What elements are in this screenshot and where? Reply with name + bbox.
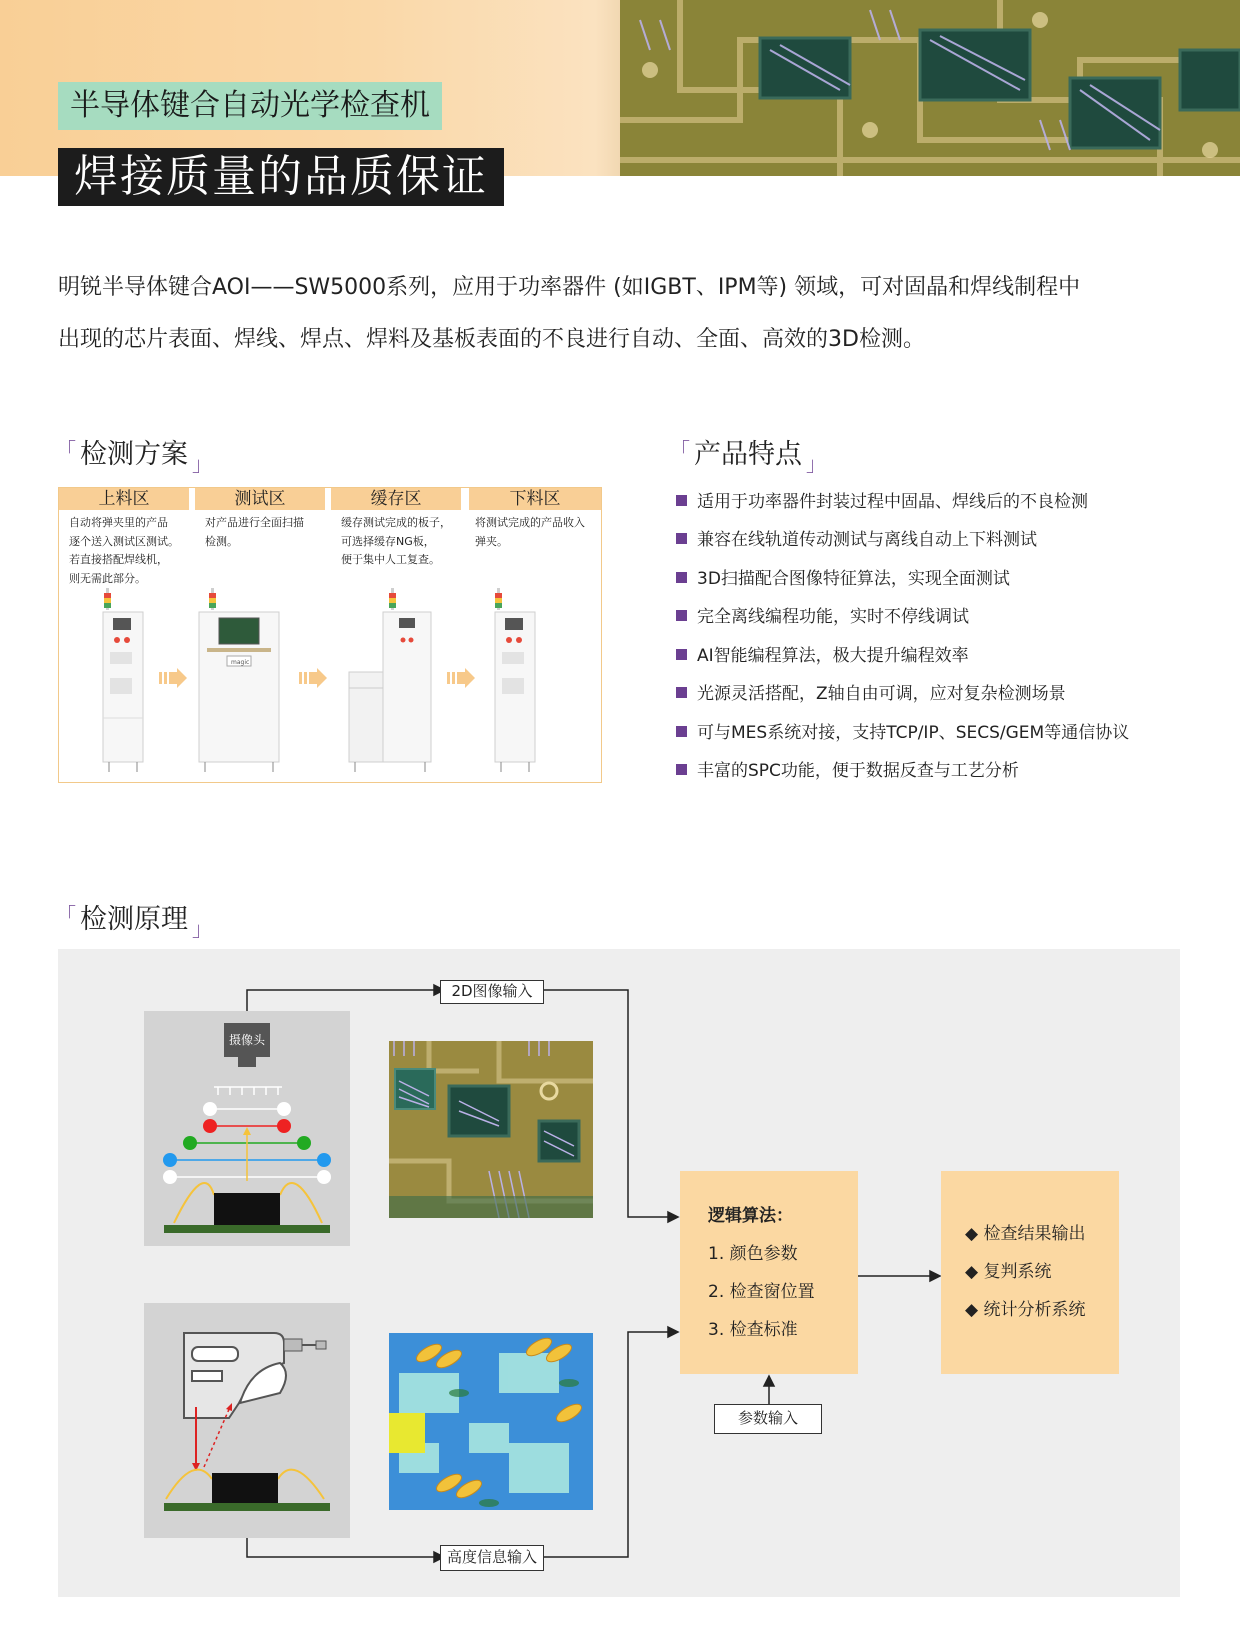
intro-line-1: 明锐半导体键合AOI——SW5000系列，应用于功率器件 (如IGBT、IPM等) 领域，可对固晶和焊线制程中 bbox=[58, 275, 1081, 300]
bracket-open: 「 bbox=[56, 438, 76, 462]
stage-header-buffer: 缓存区 bbox=[331, 488, 461, 510]
camera-diagram bbox=[144, 1011, 350, 1246]
input-height-label: 高度信息输入 bbox=[440, 1545, 544, 1571]
algorithm-title: 逻辑算法： bbox=[708, 1206, 793, 1226]
algorithm-item: 3. 检查标准 bbox=[708, 1320, 798, 1340]
bracket-close: 」 bbox=[192, 917, 212, 941]
camera-label: 摄像头 bbox=[224, 1023, 270, 1057]
feature-item: 3D扫描配合图像特征算法，实现全面测试 bbox=[676, 564, 1010, 589]
feature-item: 丰富的SPC功能，便于数据反查与工艺分析 bbox=[676, 756, 1019, 781]
svg-text:magic: magic bbox=[231, 659, 250, 666]
output-item: ◆ 复判系统 bbox=[965, 1262, 1052, 1282]
feature-item: 光源灵活搭配，Z轴自由可调，应对复杂检测场景 bbox=[676, 679, 1066, 704]
param-input-label: 参数输入 bbox=[714, 1404, 822, 1434]
feature-item: 适用于功率器件封装过程中固晶、焊线后的不良检测 bbox=[676, 487, 1088, 512]
header-headline: 焊接质量的品质保证 bbox=[58, 148, 504, 206]
laser-sensor-icon bbox=[144, 1303, 350, 1538]
stage-header-test: 测试区 bbox=[195, 488, 325, 510]
feature-item: 完全离线编程功能，实时不停线调试 bbox=[676, 602, 969, 627]
stage-desc-load: 自动将弹夹里的产品 逐个送入测试区测试。 若直接搭配焊线机， 则无需此部分。 bbox=[69, 516, 179, 585]
bracket-open: 「 bbox=[56, 903, 76, 927]
output-box bbox=[941, 1171, 1119, 1374]
feature-item: AI智能编程算法，极大提升编程效率 bbox=[676, 641, 969, 666]
algorithm-box bbox=[680, 1171, 858, 1374]
lighting-rings-icon bbox=[144, 1011, 350, 1246]
stage-desc-unload: 将测试完成的产品收入 弹夹。 bbox=[475, 516, 585, 548]
intro-line-2: 出现的芯片表面、焊线、焊点、焊料及基板表面的不良进行自动、全面、高效的3D检测。 bbox=[58, 327, 925, 352]
bracket-close: 」 bbox=[192, 452, 212, 476]
header-tagline: 半导体键合自动光学检查机 bbox=[58, 82, 442, 130]
output-item: ◆ 检查结果输出 bbox=[965, 1224, 1086, 1244]
laser-diagram bbox=[144, 1303, 350, 1538]
section-title-text: 产品特点 bbox=[694, 439, 802, 470]
sample-2d-image bbox=[389, 1041, 593, 1218]
algorithm-item: 1. 颜色参数 bbox=[708, 1244, 798, 1264]
feature-item: 兼容在线轨道传动测试与离线自动上下料测试 bbox=[676, 525, 1037, 550]
stage-header-unload: 下料区 bbox=[469, 488, 601, 510]
algorithm-item: 2. 检查窗位置 bbox=[708, 1282, 815, 1302]
bracket-close: 」 bbox=[806, 452, 826, 476]
section-title-text: 检测方案 bbox=[80, 439, 188, 470]
sample-3d-image bbox=[389, 1333, 593, 1510]
feature-item: 可与MES系统对接，支持TCP/IP、SECS/GEM等通信协议 bbox=[676, 718, 1129, 743]
stage-desc-buffer: 缓存测试完成的板子， 可选择缓存NG板， 便于集中人工复查。 bbox=[341, 516, 451, 566]
section-title-text: 检测原理 bbox=[80, 904, 188, 935]
output-item: ◆ 统计分析系统 bbox=[965, 1300, 1086, 1320]
stage-header-load: 上料区 bbox=[59, 488, 189, 510]
bracket-open: 「 bbox=[670, 438, 690, 462]
stage-desc-test: 对产品进行全面扫描 检测。 bbox=[205, 516, 304, 548]
input-2d-label: 2D图像输入 bbox=[440, 980, 544, 1004]
